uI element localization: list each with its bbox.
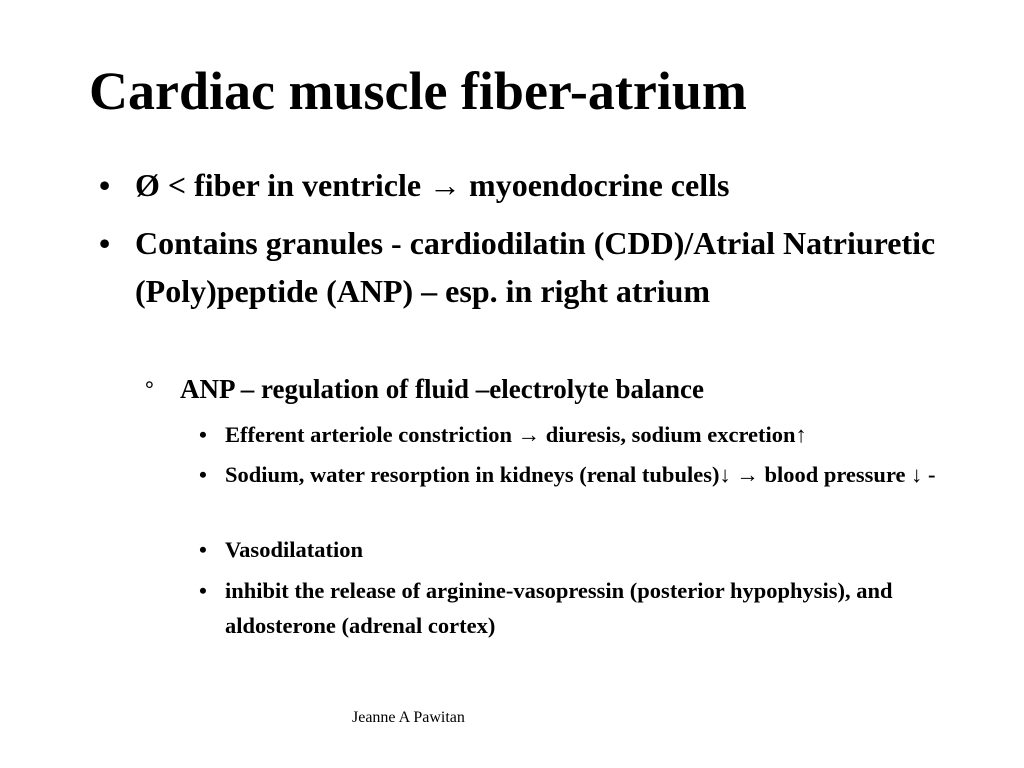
sub-sub-bullet-text: inhibit the release of arginine-vasopressin (posterior hypophysis), and aldosterone (adrenal cortex) — [225, 578, 893, 638]
sub-sub-bullet-marker: • — [199, 578, 207, 603]
sub-sub-bullet-marker: • — [199, 537, 207, 562]
sub-sub-bullet-item — [199, 532, 989, 567]
slide-footer: Jeanne A Pawitan — [352, 709, 465, 726]
bullet-item — [99, 219, 959, 315]
sub-bullet-item — [145, 370, 1005, 408]
sub-sub-bullet-item — [199, 573, 989, 643]
bullet-item — [99, 161, 959, 209]
bullet-marker: • — [99, 225, 111, 261]
sub-bullet-marker: ° — [145, 376, 154, 401]
slide-title: Cardiac muscle fiber-atrium — [89, 61, 747, 121]
sub-bullet-text: ANP – regulation of fluid –electrolyte balance — [180, 374, 704, 404]
sub-sub-bullet-text: Efferent arteriole constriction → diuresis, sodium excretion↑ — [225, 422, 807, 447]
bullet-text: Contains granules - cardiodilatin (CDD)/Atrial Natriuretic (Poly)peptide (ANP) – esp. in right atrium — [135, 225, 936, 309]
sub-sub-bullet-marker: • — [199, 462, 207, 487]
sub-sub-bullet-text: Sodium, water resorption in kidneys (renal tubules)↓ → blood pressure ↓ - — [225, 462, 936, 487]
sub-sub-bullet-item — [199, 457, 989, 492]
bullet-text: Ø < fiber in ventricle → myoendocrine cells — [135, 167, 730, 203]
sub-sub-bullet-item — [199, 417, 989, 452]
sub-sub-bullet-marker: • — [199, 422, 207, 447]
bullet-marker: • — [99, 167, 111, 203]
sub-sub-bullet-text: Vasodilatation — [225, 537, 363, 562]
